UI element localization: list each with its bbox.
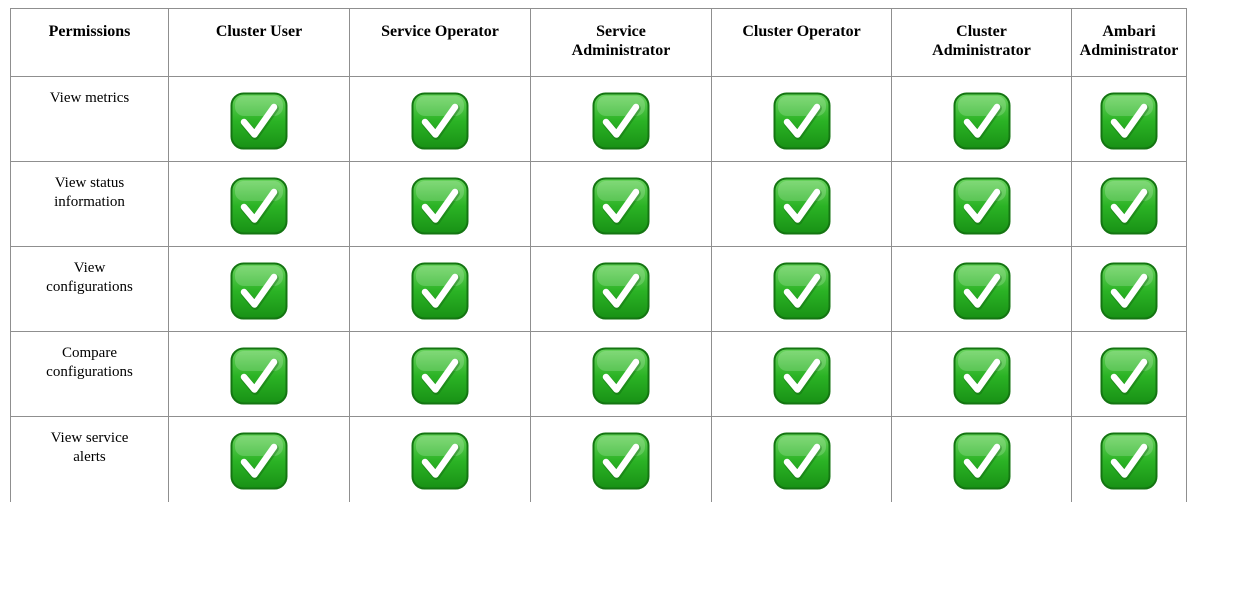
green-checkmark-icon: [592, 92, 650, 150]
green-checkmark-icon: [953, 347, 1011, 405]
header-service-operator: [350, 9, 531, 77]
permission-check-cell: [892, 162, 1072, 247]
permission-check-cell: [892, 332, 1072, 417]
green-checkmark-icon: [592, 177, 650, 235]
permission-check-cell: [1072, 417, 1187, 502]
permission-label: View configurations: [46, 260, 133, 295]
permission-check-cell: [169, 417, 350, 502]
permission-cell: [11, 417, 169, 502]
green-checkmark-icon: [773, 177, 831, 235]
green-checkmark-icon: [592, 347, 650, 405]
green-checkmark-icon: [773, 262, 831, 320]
green-checkmark-icon: [1100, 92, 1158, 150]
permission-check-cell: [712, 332, 892, 417]
green-checkmark-icon: [411, 347, 469, 405]
permission-label: View metrics: [49, 90, 130, 106]
green-checkmark-icon: [230, 262, 288, 320]
permission-check-cell: [1072, 162, 1187, 247]
permission-check-cell: [350, 247, 531, 332]
permission-check-cell: [350, 332, 531, 417]
permission-check-cell: [1072, 77, 1187, 162]
green-checkmark-icon: [592, 432, 650, 490]
green-checkmark-icon: [230, 347, 288, 405]
green-checkmark-icon: [953, 262, 1011, 320]
green-checkmark-icon: [230, 177, 288, 235]
header-ambari-administrator: [1072, 9, 1187, 77]
header-label: Service Administrator: [571, 23, 671, 59]
header-label: Cluster Administrator: [932, 23, 1031, 59]
permission-cell: [11, 162, 169, 247]
permission-cell: [11, 247, 169, 332]
green-checkmark-icon: [773, 347, 831, 405]
permission-check-cell: [531, 332, 712, 417]
table-row: [11, 247, 1187, 332]
green-checkmark-icon: [411, 177, 469, 235]
permission-cell: [11, 77, 169, 162]
permission-check-cell: [169, 332, 350, 417]
permission-label: View service alerts: [50, 430, 129, 465]
permission-check-cell: [712, 77, 892, 162]
header-row: [11, 9, 1187, 77]
green-checkmark-icon: [230, 432, 288, 490]
table-row: [11, 417, 1187, 502]
permission-check-cell: [169, 77, 350, 162]
header-label: Cluster Operator: [742, 23, 861, 40]
permission-check-cell: [892, 417, 1072, 502]
green-checkmark-icon: [411, 262, 469, 320]
permission-check-cell: [1072, 247, 1187, 332]
green-checkmark-icon: [411, 432, 469, 490]
permission-check-cell: [712, 417, 892, 502]
header-label: Permissions: [48, 23, 131, 40]
permission-check-cell: [531, 247, 712, 332]
header-permissions: [11, 9, 169, 77]
green-checkmark-icon: [953, 432, 1011, 490]
permission-cell: [11, 332, 169, 417]
permission-check-cell: [531, 162, 712, 247]
permission-check-cell: [350, 417, 531, 502]
green-checkmark-icon: [773, 432, 831, 490]
green-checkmark-icon: [230, 92, 288, 150]
header-label: Service Operator: [381, 23, 499, 40]
permission-check-cell: [350, 162, 531, 247]
green-checkmark-icon: [1100, 262, 1158, 320]
green-checkmark-icon: [1100, 347, 1158, 405]
permissions-table: [10, 8, 1187, 502]
green-checkmark-icon: [592, 262, 650, 320]
permission-check-cell: [892, 77, 1072, 162]
green-checkmark-icon: [773, 92, 831, 150]
permission-check-cell: [892, 247, 1072, 332]
permission-check-cell: [712, 247, 892, 332]
permission-check-cell: [531, 77, 712, 162]
permission-check-cell: [169, 162, 350, 247]
table-row: [11, 332, 1187, 417]
header-cluster-user: [169, 9, 350, 77]
green-checkmark-icon: [953, 92, 1011, 150]
green-checkmark-icon: [1100, 177, 1158, 235]
header-label: Cluster User: [215, 23, 303, 40]
header-cluster-administrator: [892, 9, 1072, 77]
permission-label: Compare configurations: [46, 345, 133, 380]
header-label: Ambari Administrator: [1079, 23, 1179, 59]
header-cluster-operator: [712, 9, 892, 77]
permission-check-cell: [531, 417, 712, 502]
table-row: [11, 162, 1187, 247]
permission-check-cell: [712, 162, 892, 247]
permission-check-cell: [1072, 332, 1187, 417]
permission-check-cell: [169, 247, 350, 332]
header-service-administrator: [531, 9, 712, 77]
green-checkmark-icon: [411, 92, 469, 150]
permission-check-cell: [350, 77, 531, 162]
green-checkmark-icon: [953, 177, 1011, 235]
table-row: [11, 77, 1187, 162]
permission-label: View status information: [54, 175, 125, 210]
green-checkmark-icon: [1100, 432, 1158, 490]
